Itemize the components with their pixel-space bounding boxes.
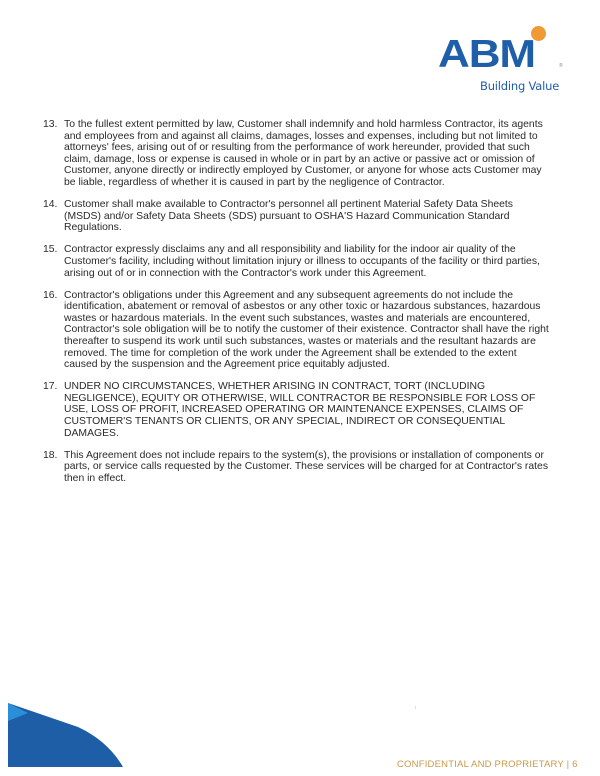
clause-17 [43, 381, 553, 439]
clause-text: This Agreement does not include repairs to the system(s), the provisions or installation of components or parts, or service calls requested by the Customer. These services will be charged for at Contractor's rates then in effect. [64, 449, 549, 484]
clause-text: Contractor's obligations under this Agreement and any subsequent agreements do not include the identification, abatement or removal of asbestos or any other toxic or hazardous substances, hazardous wastes or hazardous materials. In the event such substances, wastes and materials are encountered, Contractor's sole obligation will be to notify the customer of their existence. Contractor shall have the right thereafter to suspend its work until such substances, wastes or materials and the resultant hazards are removed. The time for completion of the work under the Agreement shall be extended to the extent caused by the suspension and the Agreement price equitably adjusted. [64, 289, 549, 371]
registered-mark: ® [559, 63, 563, 69]
clause-text: Contractor expressly disclaims any and all responsibility and liability for the indoor air quality of the Customer's facility, including without limitation injury or illness to occupants of the facility or third parties, arising out of or in connection with the Contractor's work under this Agreement. [64, 244, 540, 279]
clause-number: 15. [43, 244, 58, 256]
clause-number: 16. [43, 289, 58, 301]
clause-number: 14. [43, 199, 58, 211]
clause-14 [43, 199, 553, 234]
footer-confidential-label: CONFIDENTIAL AND PROPRIETARY | 6 [397, 759, 578, 770]
clause-text: To the fullest extent permitted by law, Customer shall indemnify and hold harmless Contractor, its agents and employees from and against all claims, damages, losses and expenses, including but not limited to attorneys' fees, arising out of or resulting from the performance of work hereunder, provided that such claim, damage, loss or expense is caused in whole or in part by an active or passive act or omission of Customer, anyone directly or indirectly employed by Customer, or anyone for whose acts Customer may be liable, regardless of whether it is caused in part by the negligence of Contractor. [64, 119, 543, 188]
clause-13 [43, 119, 553, 189]
clause-18 [43, 450, 553, 485]
clause-text: Customer shall make available to Contractor's personnel all pertinent Material Safety Data Sheets (MSDS) and/or Safety Data Sheets (SDS) pursuant to OSHA'S Hazard Communication Standard Regulations. [64, 199, 514, 234]
clause-number: 13. [43, 119, 58, 130]
clause-list [43, 119, 553, 495]
abm-logo [436, 24, 566, 96]
clause-number: 18. [43, 449, 58, 461]
clause-text: UNDER NO CIRCUMSTANCES, WHETHER ARISING IN CONTRACT, TORT (INCLUDING NEGLIGENCE), EQUITY OR OTHERWISE, WILL CONTRACTOR BE RESPONSIBLE FOR LOSS OF USE, LOSS OF PROFIT, INCREASED OPERATING OR MAINTENANCE EXPENSES, CLAIMS OF CUSTOMER'S TENANTS OR CLIENTS, OR ANY SPECIAL, INDIRECT OR CONSEQUENTIAL DAMAGES. [64, 381, 536, 439]
corner-swoosh-graphic [8, 703, 123, 767]
logo-wordmark: ABM [438, 33, 535, 76]
logo-tagline: Building Value [480, 79, 560, 93]
clause-number: 17. [43, 381, 58, 393]
clause-16 [43, 290, 553, 371]
scan-speck [415, 706, 416, 709]
clause-15 [43, 244, 553, 279]
